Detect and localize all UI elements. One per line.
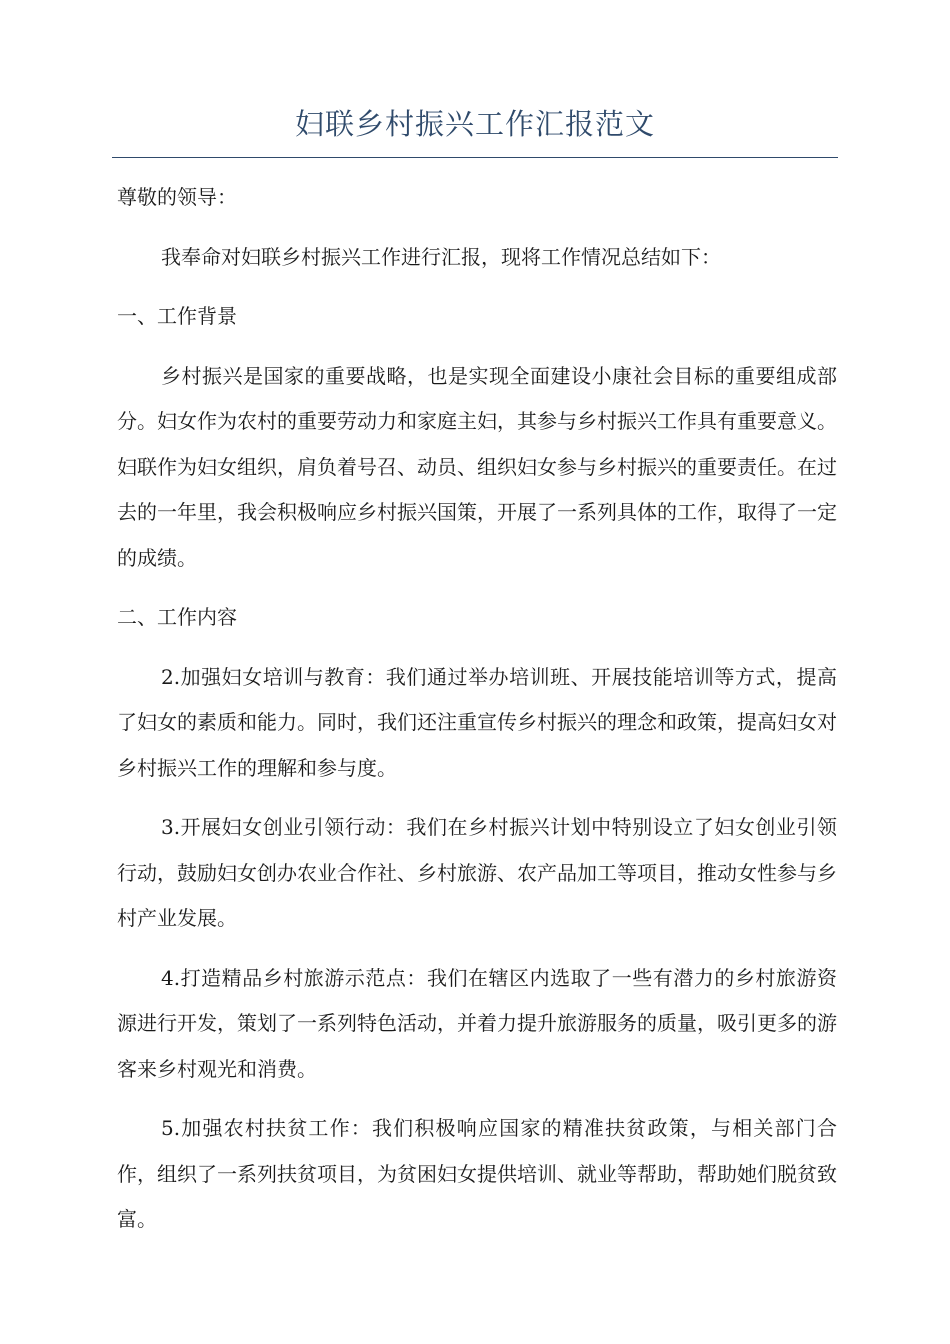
content-item: 2.加强妇女培训与教育：我们通过举办培训班、开展技能培训等方式，提高了妇女的素质和能力。同时，我们还注重宣传乡村振兴的理念和政策，提高妇女对乡村振兴工作的理解和参与度。 — [117, 664, 837, 780]
section-heading-background: 一、工作背景 — [117, 304, 237, 328]
background-paragraph: 乡村振兴是国家的重要战略，也是实现全面建设小康社会目标的重要组成部分。妇女作为农村的重要劳动力和家庭主妇，其参与乡村振兴工作具有重要意义。妇联作为妇女组织，肩负着号召、动员、组织妇女参与乡村振兴的重要责任。在过去的一年里，我会积极响应乡村振兴国策，开展了一系列具体的工作，取得了一定的成绩。 — [117, 363, 837, 570]
content-item: 5.加强农村扶贫工作：我们积极响应国家的精准扶贫政策，与相关部门合作，组织了一系列扶贫项目，为贫困妇女提供培训、就业等帮助，帮助她们脱贫致富。 — [117, 1116, 837, 1231]
intro-paragraph: 我奉命对妇联乡村振兴工作进行汇报，现将工作情况总结如下： — [161, 244, 721, 269]
content-item: 3.开展妇女创业引领行动：我们在乡村振兴计划中特别设立了妇女创业引领行动，鼓励妇女创办农业合作社、乡村旅游、农产品加工等项目，推动女性参与乡村产业发展。 — [117, 815, 837, 930]
section-heading-content: 二、工作内容 — [117, 605, 237, 629]
content-item: 4.打造精品乡村旅游示范点：我们在辖区内选取了一些有潜力的乡村旅游资源进行开发，策划了一系列特色活动，并着力提升旅游服务的质量，吸引更多的游客来乡村观光和消费。 — [117, 965, 837, 1081]
document-title: 妇联乡村振兴工作汇报范文 — [294, 107, 655, 141]
salutation: 尊敬的领导： — [117, 185, 237, 209]
title-divider — [112, 157, 838, 158]
document-body — [117, 175, 837, 1257]
